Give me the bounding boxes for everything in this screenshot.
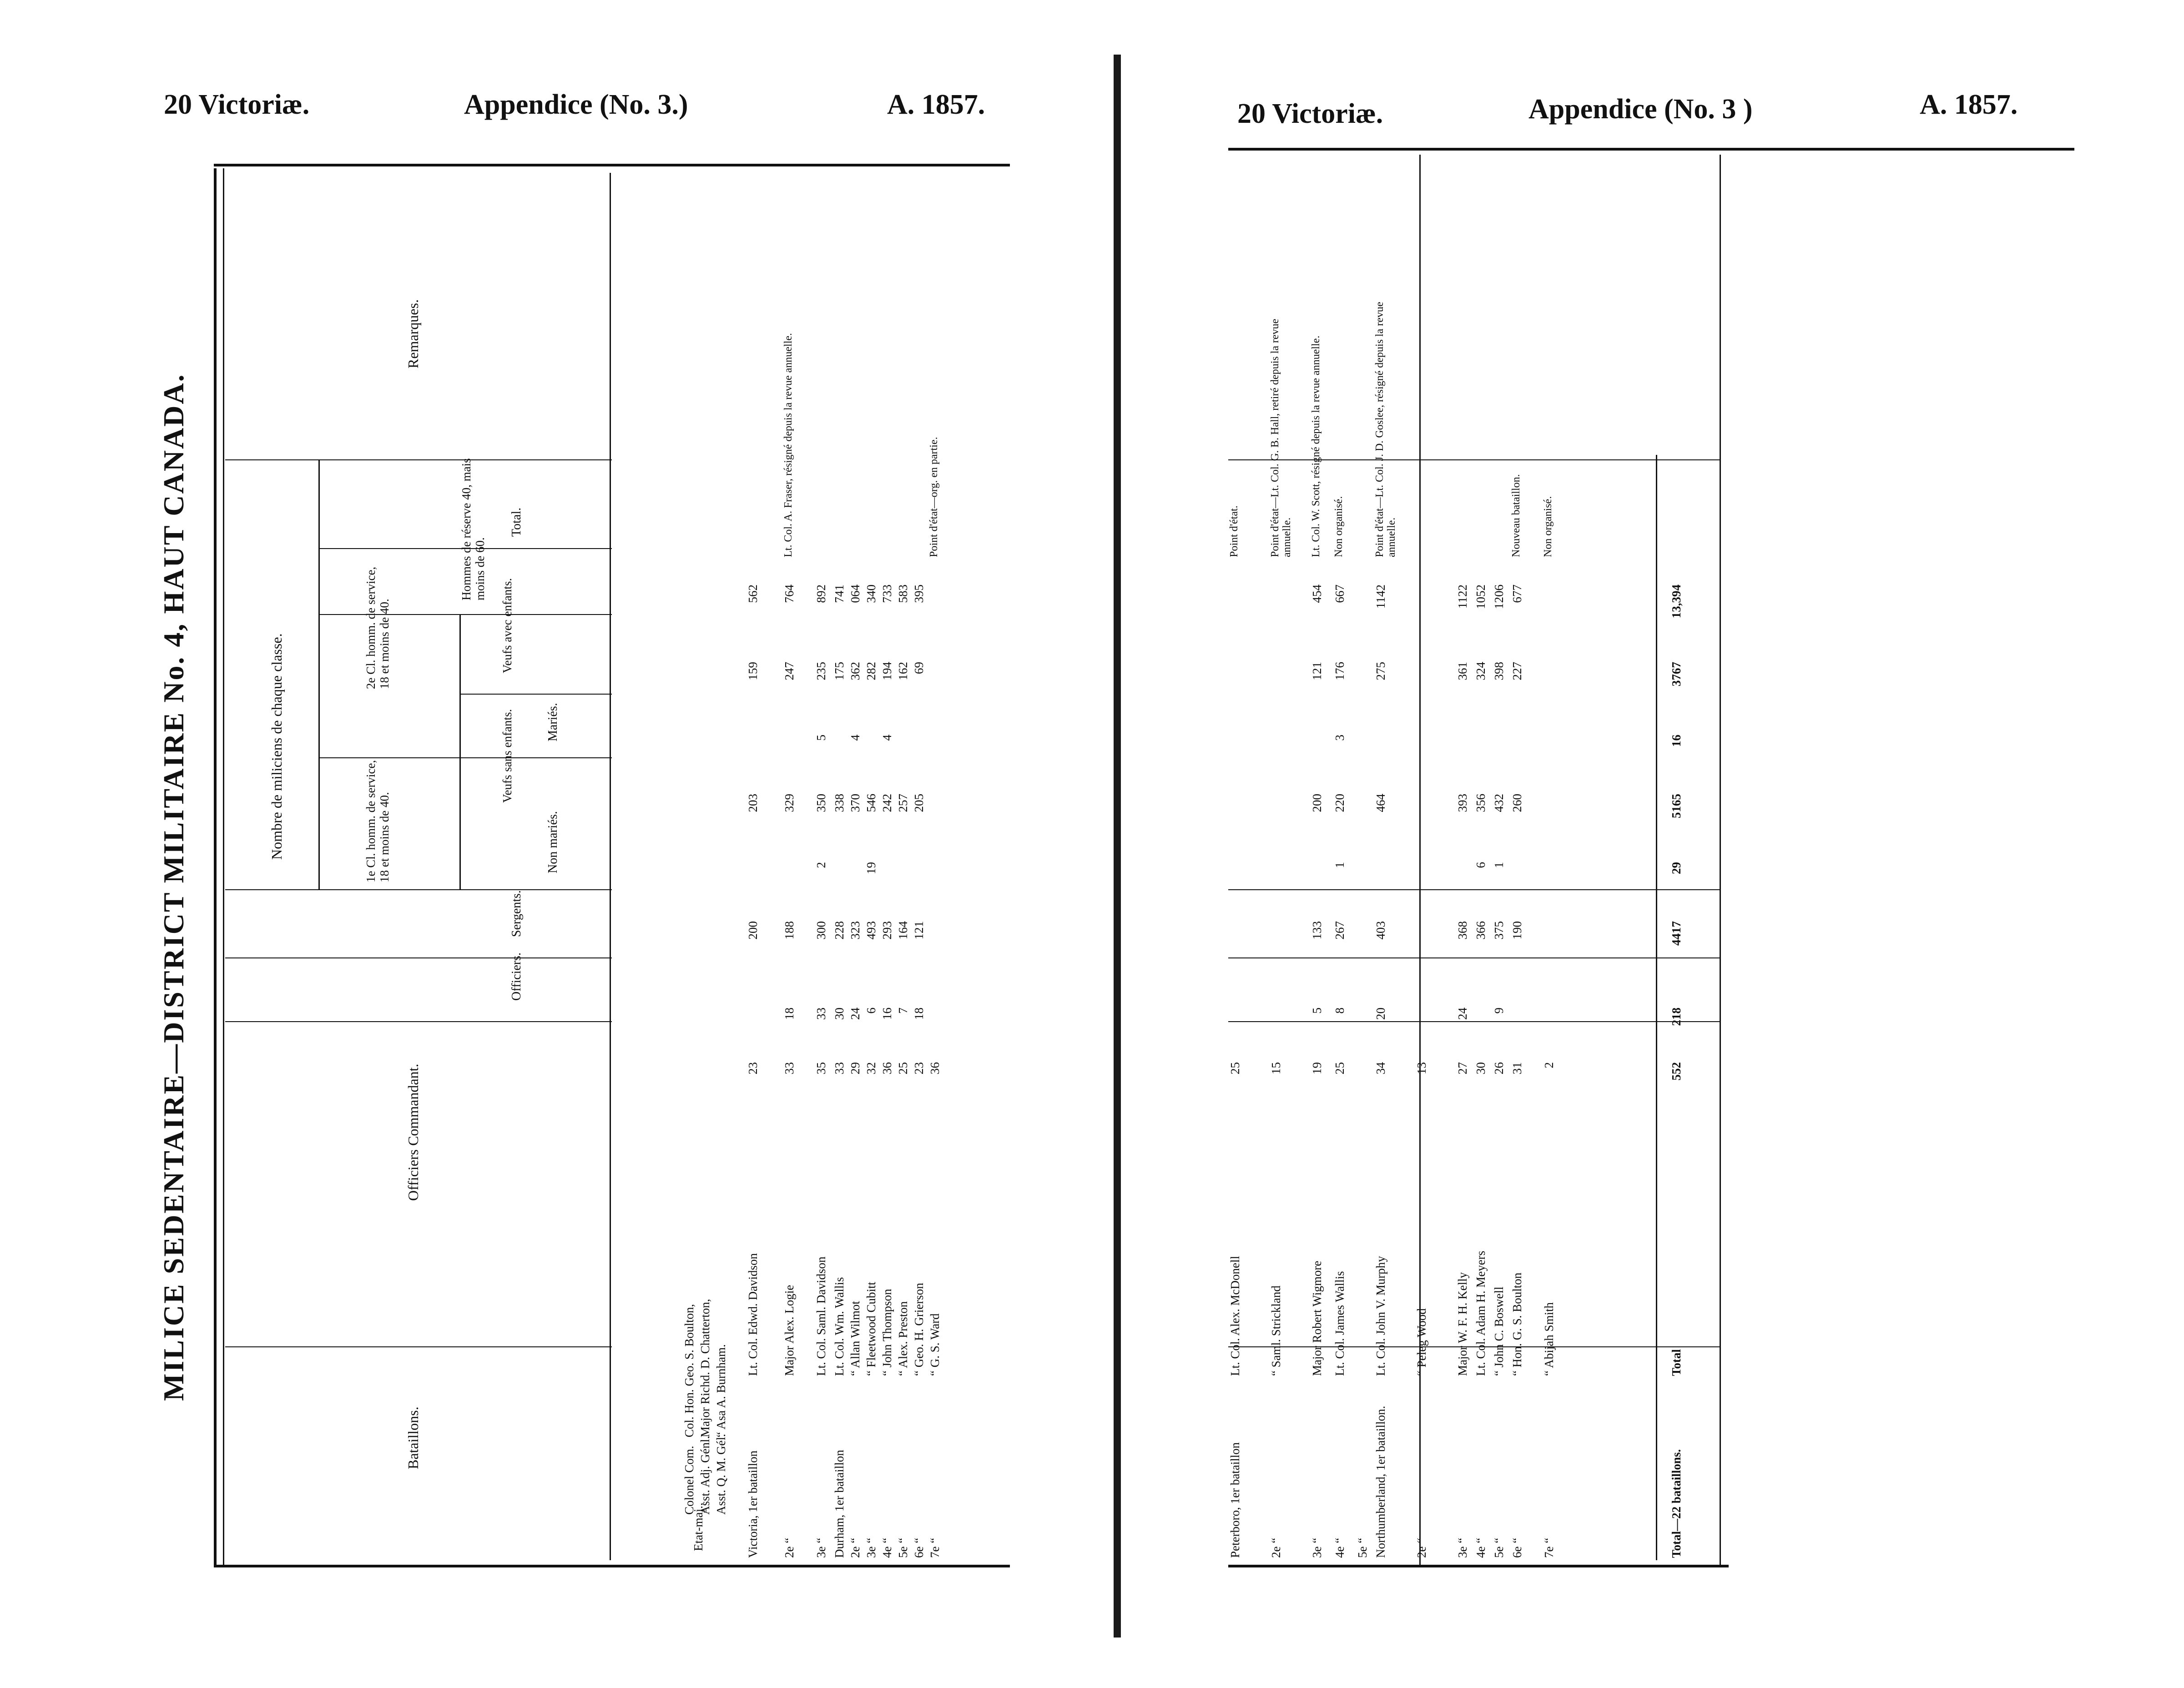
group-sep-1: [318, 459, 320, 889]
cell-officier: “ Fleetwood Cubitt: [864, 1282, 878, 1376]
total-cell-total: 13,394: [1670, 585, 1683, 619]
cell-remarque: Point d'état.: [1228, 505, 1240, 557]
cell-maries: 356: [1474, 794, 1488, 812]
cell-maries: 200: [1310, 794, 1324, 812]
cell-total: 1122: [1456, 585, 1469, 609]
cell-officiers: 25: [1228, 1062, 1242, 1074]
cell-officier: Lt. Col. Adam H. Meyers: [1474, 1250, 1488, 1376]
cell-officiers: 32: [864, 1062, 878, 1074]
cell-total: 1206: [1492, 585, 1506, 609]
cell-officier: “ Geo. H. Grierson: [912, 1283, 926, 1376]
cell-maries: 393: [1456, 794, 1469, 812]
table-row: [1374, 275, 1398, 1558]
cell-total: 454: [1310, 585, 1324, 603]
total-cell-bataillon: Total—22 bataillons.: [1670, 1449, 1683, 1558]
col-sep-4: [225, 889, 612, 890]
cell-veufs-avec: 4: [880, 735, 894, 741]
cell-remarque: Point d'état—org. en partie.: [928, 437, 940, 557]
cell-bataillon: 3e “: [814, 1537, 828, 1558]
cell-veufs-sans: 1: [1492, 862, 1506, 868]
cell-officiers: 25: [1333, 1062, 1347, 1074]
cell-reserve: 69: [912, 662, 926, 674]
cell-remarque: Lt. Col. W. Scott, résigné depuis la revue annuelle.: [1310, 335, 1322, 557]
cell-remarque: Point d'état—Lt. Col. G. B. Hall, retiré depuis la revue annuelle.: [1269, 318, 1293, 557]
cell-reserve: 227: [1510, 662, 1524, 680]
table-row: [832, 275, 848, 1558]
cell-officiers: 26: [1492, 1062, 1506, 1074]
col-head-reserve: Hommes de réserve 40, mais moins de 60.: [459, 458, 487, 600]
cell-officiers: 30: [1474, 1062, 1488, 1074]
total-row: [1670, 557, 1685, 1558]
cell-bataillon: Victoria, 1er bataillon: [746, 1450, 760, 1558]
cell-bataillon: 2e “: [848, 1537, 862, 1558]
cell-officier: “ John C. Boswell: [1492, 1286, 1506, 1376]
cell-reserve: 398: [1492, 662, 1506, 680]
cell-reserve: 194: [880, 662, 894, 680]
col-head-sergents: Sergents.: [509, 890, 524, 937]
table-row: [1492, 275, 1508, 1558]
cell-maries: 338: [832, 794, 846, 812]
total-cell-officier: Total: [1670, 1349, 1683, 1376]
cell-officier: “ G. S. Ward: [928, 1313, 942, 1376]
cell-non-maries: 375: [1492, 921, 1506, 940]
cell-officiers: 19: [1310, 1062, 1324, 1074]
cell-sergents: 18: [912, 1008, 926, 1020]
cell-officier: Lt. Col. John V. Murphy: [1374, 1256, 1387, 1376]
cell-officiers: 13: [1415, 1062, 1428, 1074]
cell-remarque: Non organisé.: [1333, 496, 1345, 557]
cell-bataillon: 3e “: [1456, 1537, 1469, 1558]
cell-officier: Major Alex. Logie: [782, 1285, 796, 1376]
cell-officiers: 35: [814, 1062, 828, 1074]
cell-non-maries: 133: [1310, 921, 1324, 940]
cell-sergents: 18: [782, 1008, 796, 1020]
cell-bataillon: 5e “: [896, 1537, 910, 1558]
cell-officiers: 29: [848, 1062, 862, 1074]
col-head-nombre: Nombre de miliciens de chaque classe.: [268, 633, 285, 860]
cell-remarque: Point d'état—Lt. Col. J. D. Goslee, résigné depuis la revue annuelle.: [1374, 302, 1398, 557]
cell-officiers: 36: [880, 1062, 894, 1074]
cell-officiers: 27: [1456, 1062, 1469, 1074]
cell-veufs-avec: 5: [814, 735, 828, 741]
cell-bataillon: Northumberland, 1er bataillon.: [1374, 1406, 1387, 1558]
cell-total: 733: [880, 585, 894, 603]
cell-maries: 464: [1374, 794, 1387, 812]
top-rule-left: [214, 164, 1010, 166]
running-head-center-1: Appendice (No. 3.): [464, 89, 688, 120]
cell-officiers: 2: [1542, 1062, 1556, 1068]
staff-rank: Asst. Q. M. Gél.: [714, 1434, 728, 1515]
col-head-non-maries: Non mariés.: [546, 811, 560, 873]
table-row: [1333, 275, 1348, 1558]
cell-officier: Lt. Col. Wm. Wallis: [832, 1277, 846, 1376]
cell-total: 064: [848, 585, 862, 603]
col-head-veufs-sans: Veufs sans enfants.: [500, 709, 514, 803]
table-row: [782, 275, 798, 1558]
col-sep-7: [318, 614, 612, 615]
cell-remarque: Nouveau bataillon.: [1510, 474, 1522, 557]
cell-total: 340: [864, 585, 878, 603]
col-head-officiers: Officiers.: [509, 952, 524, 1001]
staff-name: Major Richd. D. Chatterton,: [698, 1299, 712, 1437]
cell-reserve: 235: [814, 662, 828, 680]
cell-officiers: 23: [746, 1062, 760, 1074]
header-divider: [610, 173, 611, 1560]
cell-officier: “ Abijah Smith: [1542, 1302, 1556, 1376]
running-head-right-1: A. 1857.: [887, 89, 985, 120]
cell-non-maries: 164: [896, 921, 910, 940]
cell-veufs-sans: 2: [814, 862, 828, 868]
table-row: [896, 275, 912, 1558]
table-row: [814, 275, 830, 1558]
cell-bataillon: 4e “: [1333, 1537, 1347, 1558]
col-head-maries: Mariés.: [546, 703, 560, 741]
cell-non-maries: 121: [912, 921, 926, 940]
col-sep-9: [225, 459, 612, 460]
cell-bataillon: 7e “: [1542, 1537, 1556, 1558]
cell-total: 1142: [1374, 585, 1387, 609]
cell-total: 395: [912, 585, 926, 603]
cell-non-maries: 403: [1374, 921, 1387, 940]
cell-officier: “ Hon. G. S. Boulton: [1510, 1272, 1524, 1376]
cell-bataillon: 4e “: [880, 1537, 894, 1558]
cell-bataillon: 2e “: [782, 1537, 796, 1558]
running-head-center-2: Appendice (No. 3 ): [1528, 94, 1753, 125]
cell-veufs-avec: 4: [848, 735, 862, 741]
col-sep-2: [225, 1021, 612, 1022]
cell-officier: “ Alex. Preston: [896, 1301, 910, 1376]
cell-veufs-sans: 1: [1333, 862, 1347, 868]
cell-sergents: 9: [1492, 1008, 1506, 1014]
cell-maries: 220: [1333, 794, 1347, 812]
cell-sergents: 8: [1333, 1008, 1347, 1014]
cell-reserve: 121: [1310, 662, 1324, 680]
cell-maries: 350: [814, 794, 828, 812]
cell-reserve: 159: [746, 662, 760, 680]
table-row: [1456, 275, 1471, 1558]
cell-non-maries: 368: [1456, 921, 1469, 940]
cell-remarque: Lt. Col. A. Fraser, résigné depuis la revue annuelle.: [782, 333, 794, 557]
col-head-premiere-classe: 1e Cl. homm. de service, 18 et moins de 40.: [364, 760, 392, 882]
cell-officier: Lt. Col. Edwd. Davidson: [746, 1253, 760, 1376]
table-row: [1356, 275, 1371, 1558]
col-sep-3: [225, 957, 612, 958]
cell-reserve: 362: [848, 662, 862, 680]
cell-bataillon: 3e “: [1310, 1537, 1324, 1558]
cell-officiers: 25: [896, 1062, 910, 1074]
total-cell-reserve: 3767: [1670, 662, 1683, 686]
cell-officier: Major Robert Wigmore: [1310, 1260, 1324, 1376]
cell-bataillon: 2e “: [1415, 1537, 1428, 1558]
cell-total: 583: [896, 585, 910, 603]
cell-maries: 242: [880, 794, 894, 812]
cell-sergents: 16: [880, 1008, 894, 1020]
cell-officier: Lt. Col. Saml. Davidson: [814, 1256, 828, 1376]
cell-maries: 260: [1510, 794, 1524, 812]
group-sep-2: [459, 614, 461, 889]
table-row: [1228, 275, 1244, 1558]
total-cell-officiers: 552: [1670, 1062, 1683, 1081]
col-head-total: Total.: [509, 507, 524, 537]
cell-total: 667: [1333, 585, 1347, 603]
staff-name: Col. Hon. Geo. S. Boulton,: [682, 1304, 696, 1437]
cell-reserve: 176: [1333, 662, 1347, 680]
total-cell-veufs-avec: 16: [1670, 735, 1683, 747]
staff-row: [682, 1304, 698, 1515]
cell-bataillon: 3e “: [864, 1537, 878, 1558]
cell-reserve: 247: [782, 662, 796, 680]
cell-total: 562: [746, 585, 760, 603]
cell-sergents: 7: [896, 1008, 910, 1014]
cell-sergents: 30: [832, 1008, 846, 1020]
total-cell-non-maries: 4417: [1670, 921, 1683, 946]
cell-total: 764: [782, 585, 796, 603]
total-cell-sergents: 218: [1670, 1008, 1683, 1026]
cell-total: 741: [832, 585, 846, 603]
cell-reserve: 282: [864, 662, 878, 680]
table-row: [1510, 275, 1526, 1558]
cell-bataillon: 6e “: [912, 1537, 926, 1558]
staff-rank: Asst. Adj. Génl.: [698, 1436, 712, 1515]
cell-veufs-sans: 6: [1474, 862, 1488, 868]
staff-row: [698, 1299, 714, 1515]
running-head-left-1: 20 Victoriæ.: [164, 89, 310, 120]
cell-total: 677: [1510, 585, 1524, 603]
col-sep-6: [459, 694, 612, 695]
col-head-veufs-avec: Veufs avec enfants.: [500, 578, 514, 673]
cell-bataillon: 5e “: [1356, 1537, 1369, 1558]
table-row: [880, 275, 896, 1558]
cell-veufs-sans: 19: [864, 862, 878, 874]
cell-remarque: Non organisé.: [1542, 496, 1554, 557]
cell-reserve: 361: [1456, 662, 1469, 680]
table-row: [1474, 275, 1489, 1558]
staff-name: “ Asa A. Burnham.: [714, 1344, 728, 1437]
cell-maries: 203: [746, 794, 760, 812]
book-gutter: [1114, 55, 1121, 1638]
cell-veufs-avec: 3: [1333, 735, 1347, 741]
cell-non-maries: 190: [1510, 921, 1524, 940]
running-head-right-2: A. 1857.: [1920, 89, 2018, 120]
cell-non-maries: 200: [746, 921, 760, 940]
cell-sergents: 33: [814, 1008, 828, 1020]
cell-sergents: 5: [1310, 1008, 1324, 1014]
cell-officier: “ John Thompson: [880, 1289, 894, 1376]
cell-reserve: 275: [1374, 662, 1387, 680]
col-sep-1: [225, 1346, 612, 1347]
cell-maries: 370: [848, 794, 862, 812]
staff-label: Etat-maj.,: [691, 1502, 705, 1551]
cell-officiers: 34: [1374, 1062, 1387, 1074]
outer-border-right: [1720, 155, 1721, 1565]
cell-bataillon: 7e “: [928, 1537, 942, 1558]
cell-officier: Lt. Col. Alex. McDonell: [1228, 1256, 1242, 1376]
bottom-rule-right: [1228, 1565, 1729, 1567]
cell-sergents: 24: [1456, 1008, 1469, 1020]
table-row: [848, 275, 864, 1558]
cell-non-maries: 188: [782, 921, 796, 940]
cell-officiers: 31: [1510, 1062, 1524, 1074]
cell-officier: “ Peleg Wood: [1415, 1308, 1428, 1376]
col-head-officiers-commandant: Officiers Commandant.: [405, 1063, 421, 1201]
table-row: [864, 275, 880, 1558]
cell-officier: Lt. Col. James Wallis: [1333, 1271, 1347, 1376]
table-row: [1310, 275, 1326, 1558]
cell-officiers: 33: [782, 1062, 796, 1074]
table-row: [1415, 275, 1430, 1558]
cell-non-maries: 300: [814, 921, 828, 940]
cell-officiers: 15: [1269, 1062, 1283, 1074]
cell-non-maries: 293: [880, 921, 894, 940]
cell-officier: “ Saml. Strickland: [1269, 1285, 1283, 1376]
col-head-remarques: Remarques.: [405, 299, 421, 368]
total-cell-veufs-sans: 29: [1670, 862, 1683, 874]
cell-non-maries: 366: [1474, 921, 1488, 940]
cell-reserve: 324: [1474, 662, 1488, 680]
table-row: [746, 275, 762, 1558]
cell-total: 1052: [1474, 585, 1488, 609]
cell-maries: 329: [782, 794, 796, 812]
top-rule-right: [1228, 148, 2074, 151]
cell-sergents: 24: [848, 1008, 862, 1020]
cell-officiers: 23: [912, 1062, 926, 1074]
total-cell-maries: 5165: [1670, 794, 1683, 818]
cell-reserve: 162: [896, 662, 910, 680]
table-row: [912, 275, 928, 1558]
staff-rank: Colonel Com.: [682, 1446, 696, 1515]
cell-bataillon: Peterboro, 1er bataillon: [1228, 1442, 1242, 1558]
cell-bataillon: Durham, 1er bataillon: [832, 1450, 846, 1558]
inner-border-left-page: [223, 168, 224, 1565]
table-row: [1269, 275, 1293, 1558]
col-head-bataillons: Bataillons.: [405, 1406, 421, 1469]
cell-non-maries: 493: [864, 921, 878, 940]
cell-maries: 432: [1492, 794, 1506, 812]
cell-sergents: 20: [1374, 1008, 1387, 1020]
cell-non-maries: 228: [832, 921, 846, 940]
cell-maries: 205: [912, 794, 926, 812]
table-row: [928, 275, 943, 1558]
cell-non-maries: 323: [848, 921, 862, 940]
cell-non-maries: 267: [1333, 921, 1347, 940]
cell-sergents: 6: [864, 1008, 878, 1014]
left-border-left-page: [214, 168, 217, 1565]
cell-bataillon: 4e “: [1474, 1537, 1488, 1558]
cell-officier: Major W. F. H. Kelly: [1456, 1272, 1469, 1376]
cell-total: 892: [814, 585, 828, 603]
cell-bataillon: 2e “: [1269, 1537, 1283, 1558]
table-title: MILICE SEDENTAIRE—DISTRICT MILITAIRE No. 4, HAUT CANADA.: [157, 373, 190, 1401]
cell-maries: 546: [864, 794, 878, 812]
cell-officier: “ Allan Wilmot: [848, 1301, 862, 1376]
cell-officiers: 33: [832, 1062, 846, 1074]
cell-maries: 257: [896, 794, 910, 812]
table-row: [1542, 275, 1558, 1558]
staff-row: [714, 1342, 730, 1515]
col-head-seconde-classe: 2e Cl. homm. de service, 18 et moins de 40.: [364, 566, 392, 689]
total-divider-right: [1656, 455, 1657, 1560]
bottom-rule-left: [214, 1565, 1010, 1567]
cell-bataillon: 6e “: [1510, 1537, 1524, 1558]
cell-officiers: 36: [928, 1062, 942, 1074]
running-head-left-2: 20 Victoriæ.: [1237, 98, 1383, 129]
col-sep-5: [318, 757, 612, 758]
cell-bataillon: 5e “: [1492, 1537, 1506, 1558]
cell-reserve: 175: [832, 662, 846, 680]
